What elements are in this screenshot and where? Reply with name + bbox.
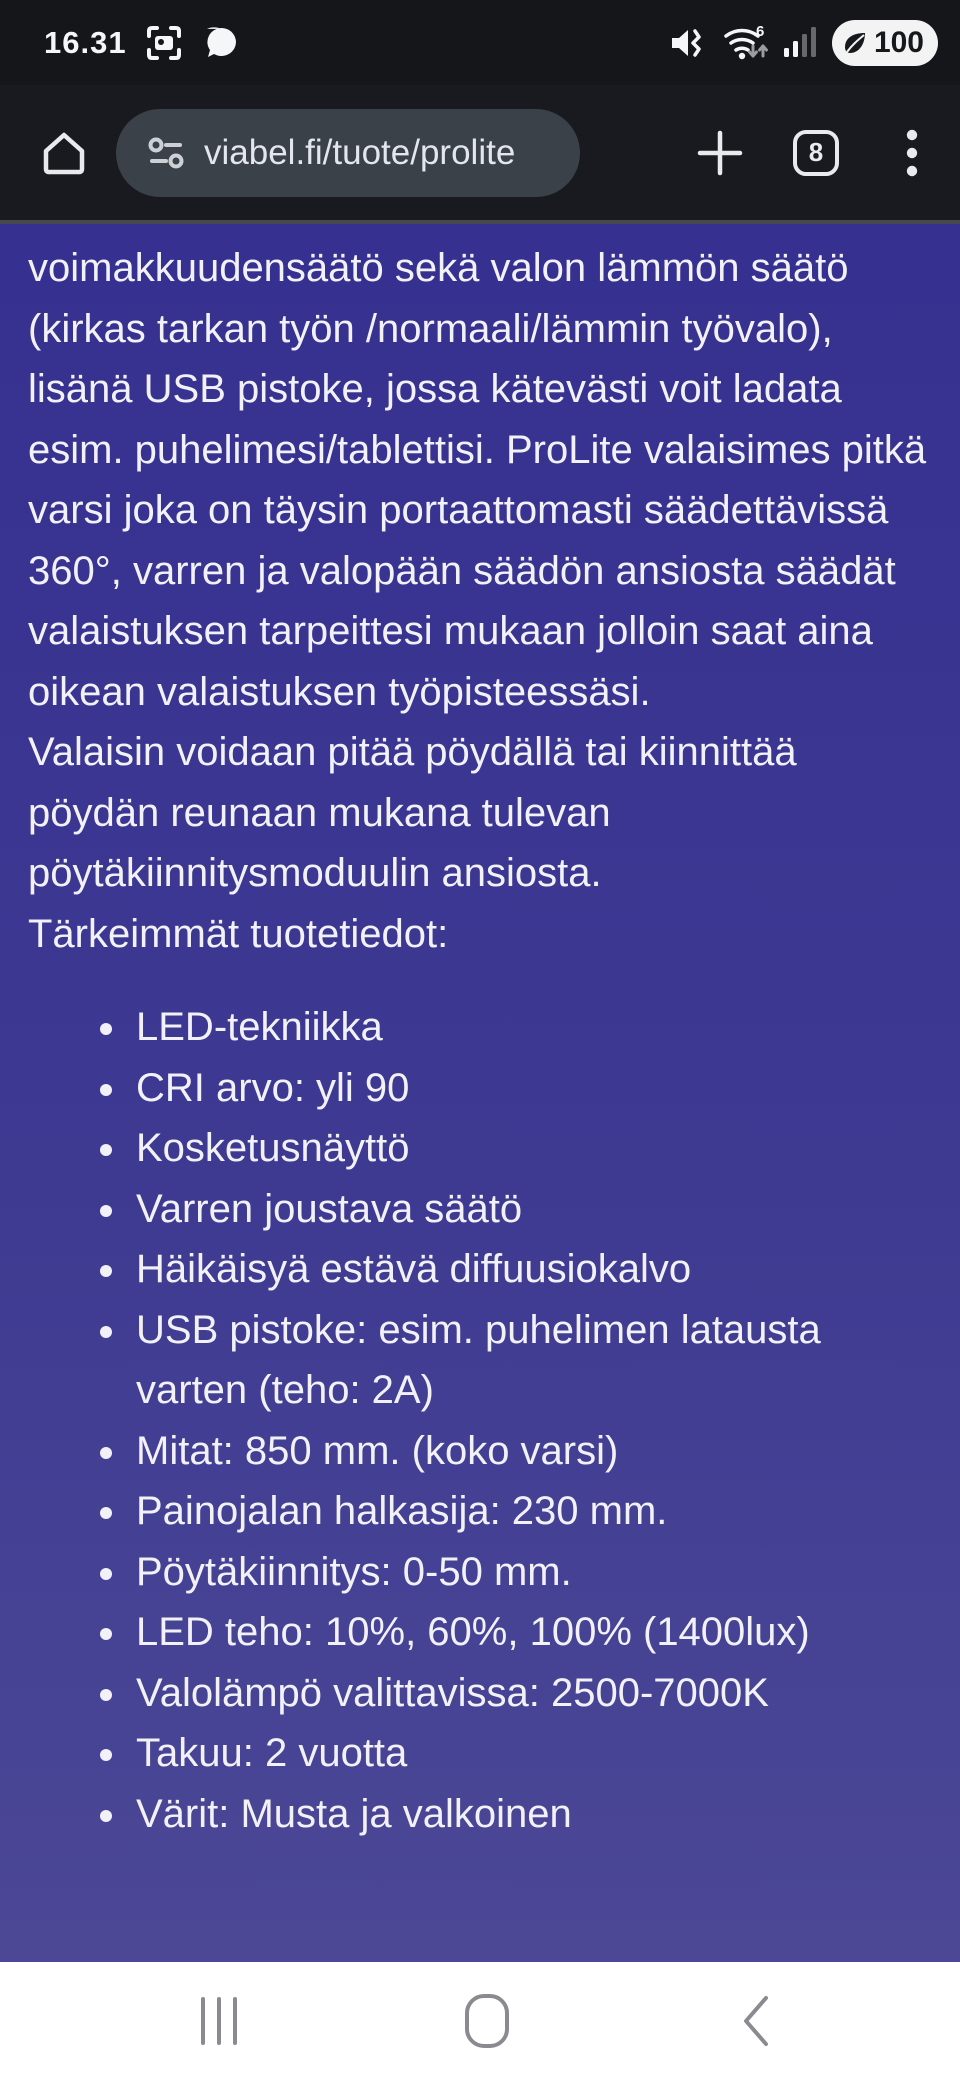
list-item: • USB pistoke: esim. puhelimen latausta varten (teho: 2A) (130, 1300, 935, 1421)
status-bar (0, 0, 960, 85)
kebab-menu-icon (905, 127, 919, 179)
smart-capture-icon (145, 24, 183, 62)
battery-saver-leaf-icon (840, 28, 870, 58)
product-description-paragraph-1: voimakkuudensäätö sekä valon lämmön säätö (kirkas tarkan työn /normaali/lämmin työvalo), lisänä USB pistoke, jossa kätevästi voit ladata esim. puhelimesi/tablettisi. ProLite valaisimes pitkä varsi joka on täysin portaattomasti säädettävissä 360°, varren ja valopään säädön ansiosta säädät valaistuksen tarpeittesi mukaan jolloin saat aina oikean valaistuksen työpisteessäsi. (28, 246, 927, 714)
product-feature-list (28, 997, 935, 1844)
browser-toolbar (0, 85, 960, 224)
url-bar[interactable] (116, 109, 580, 197)
vibrate-mute-icon (668, 23, 708, 63)
page-info-icon[interactable] (144, 131, 188, 175)
plus-icon (696, 129, 744, 177)
wifi6-updown-icon (722, 22, 770, 64)
list-item: • Värit: Musta ja valkoinen (130, 1784, 935, 1845)
list-item: • Painojalan halkasija: 230 mm. (130, 1481, 935, 1542)
clock: 16.31 (44, 24, 127, 60)
home-button[interactable] (34, 127, 94, 179)
back-button[interactable] (696, 1962, 816, 2080)
product-description-paragraph-2: Valaisin voidaan pitää pöydällä tai kiinnittää pöydän reunaan mukana tulevan pöytäkiinnitysmoduulin ansiosta. (28, 730, 797, 895)
battery-percent: 100 (873, 25, 924, 59)
chat-bubble-icon (201, 23, 241, 63)
list-item: • Kosketusnäyttö (130, 1118, 935, 1179)
back-icon (738, 1994, 774, 2048)
android-nav-bar (0, 1962, 960, 2080)
signal-bars-icon (784, 24, 818, 62)
tab-count-badge: 8 (793, 130, 839, 176)
list-item: • Mitat: 850 mm. (koko varsi) (130, 1421, 935, 1482)
menu-button[interactable] (864, 127, 960, 179)
new-tab-button[interactable] (672, 129, 768, 177)
recents-icon (195, 1997, 243, 2045)
list-item: • LED teho: 10%, 60%, 100% (1400lux) (130, 1602, 935, 1663)
svg-text:6: 6 (755, 22, 765, 40)
section-heading: Tärkeimmät tuotetiedot: (28, 911, 449, 956)
list-item: • Häikäisyä estävä diffuusiokalvo (130, 1239, 935, 1300)
battery-indicator (832, 20, 938, 66)
url-text: viabel.fi/tuote/prolite (204, 132, 516, 172)
recents-button[interactable] (159, 1962, 279, 2080)
tab-switcher-button[interactable] (768, 130, 864, 176)
webpage-content (0, 224, 960, 1962)
list-item: • Pöytäkiinnitys: 0-50 mm. (130, 1542, 935, 1603)
list-item: • Takuu: 2 vuotta (130, 1723, 935, 1784)
list-item: • Varren joustava säätö (130, 1179, 935, 1240)
home-icon (38, 127, 90, 179)
list-item: • LED-tekniikka (130, 997, 935, 1058)
home-nav-button[interactable] (427, 1962, 547, 2080)
list-item: • Valolämpö valittavissa: 2500-7000K (130, 1663, 935, 1724)
list-item: • CRI arvo: yli 90 (130, 1058, 935, 1119)
home-nav-icon (462, 1993, 512, 2049)
